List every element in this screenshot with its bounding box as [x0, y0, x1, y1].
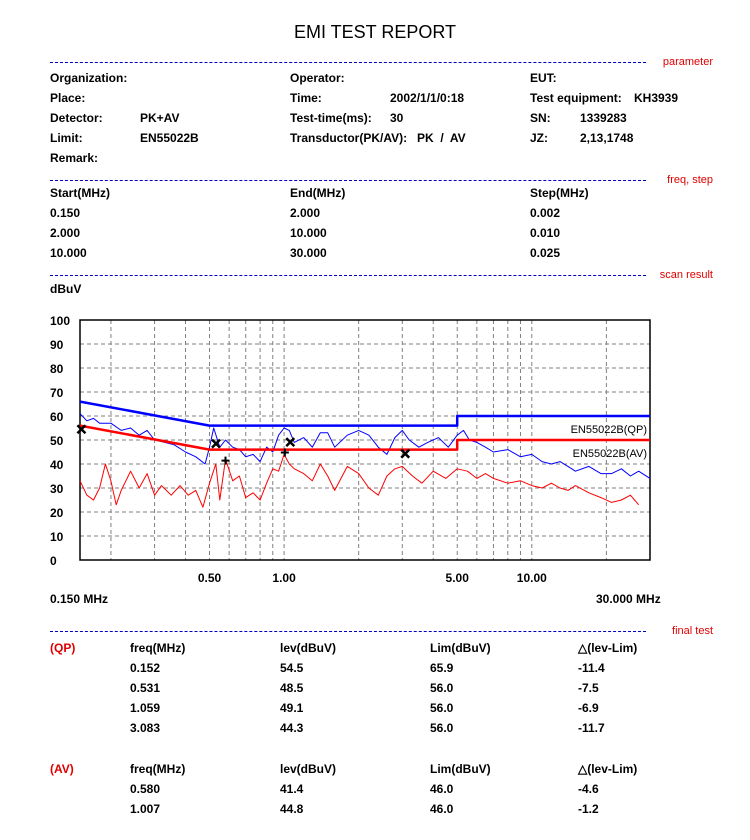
av-result-cell: 41.4: [280, 782, 304, 796]
scan-result-chart: [0, 300, 750, 610]
qp-result-cell: 54.5: [280, 661, 304, 675]
freq-step-cell: 0.010: [530, 226, 561, 240]
qp-result-cell: 1.059: [130, 701, 161, 715]
y-tick-label: 10: [50, 530, 64, 544]
operator-label: Operator:: [290, 71, 345, 85]
y-tick-label: 30: [50, 482, 64, 496]
qp-result-cell: 0.152: [130, 661, 161, 675]
jz-value: 2,13,1748: [580, 131, 634, 145]
freq-step-cell: 0.002: [530, 206, 561, 220]
av-header-freq: freq(MHz): [130, 762, 186, 776]
freq-step-cell: 30.000: [290, 246, 327, 260]
qp-result-cell: 3.083: [130, 721, 161, 735]
place-label: Place:: [50, 91, 86, 105]
qp-result-cell: -6.9: [578, 701, 599, 715]
time-label: Time:: [290, 91, 322, 105]
qp-result-cell: 56.0: [430, 721, 454, 735]
limit-legend-label: EN55022B(QP): [570, 424, 647, 436]
equipment-value: KH3939: [634, 91, 679, 105]
x-start-label: 0.150 MHz: [50, 592, 109, 606]
x-tick-label: 5.00: [445, 571, 469, 585]
qp-result-cell: -7.5: [578, 681, 599, 695]
limit-label: Limit:: [50, 131, 83, 145]
freq-step-cell: 0.025: [530, 246, 561, 260]
limit-legend-label: EN55022B(AV): [572, 448, 647, 460]
av-header-lev: lev(dBuV): [280, 762, 337, 776]
y-tick-label: 80: [50, 362, 64, 376]
qp-result-cell: 56.0: [430, 681, 454, 695]
step-header: Step(MHz): [530, 186, 589, 200]
qp-result-cell: 48.5: [280, 681, 304, 695]
y-unit-label: dBuV: [50, 282, 82, 296]
end-header: End(MHz): [290, 186, 346, 200]
time-value: 2002/1/1/0:18: [390, 91, 465, 105]
qp-header-lim: Lim(dBuV): [430, 641, 491, 655]
equipment-label: Test equipment:: [530, 91, 622, 105]
separator-final-test: [50, 631, 646, 632]
jz-label: JZ:: [530, 131, 548, 145]
qp-result-cell: -11.4: [578, 661, 605, 675]
scan-trace: [80, 454, 639, 507]
qp-result-cell: 44.3: [280, 721, 304, 735]
av-result-cell: 1.007: [130, 802, 161, 816]
section-tag-final-test: final test: [672, 625, 713, 637]
qp-result-cell: 49.1: [280, 701, 304, 715]
x-end-label: 30.000 MHz: [596, 592, 661, 606]
section-tag-parameter: parameter: [662, 56, 713, 68]
section-tag-freq-step: freq, step: [667, 174, 713, 186]
transductor-label: Transductor(PK/AV):: [290, 131, 408, 145]
separator-parameter: [50, 62, 646, 63]
limit-line: [80, 426, 650, 450]
sn-label: SN:: [530, 111, 551, 125]
qp-result-cell: 65.9: [430, 661, 454, 675]
av-header-delta: △(lev-Lim): [578, 762, 638, 776]
y-tick-label: 60: [50, 410, 64, 424]
x-tick-label: 10.00: [516, 571, 547, 585]
av-result-cell: -1.2: [578, 802, 599, 816]
y-tick-label: 20: [50, 506, 64, 520]
test-time-value: 30: [390, 111, 404, 125]
qp-header-freq: freq(MHz): [130, 641, 186, 655]
qp-tag: (QP): [50, 641, 76, 655]
start-header: Start(MHz): [50, 186, 110, 200]
y-tick-label: 50: [50, 434, 64, 448]
freq-step-cell: 0.150: [50, 206, 81, 220]
limit-value: EN55022B: [140, 131, 199, 145]
av-marker-icon: [221, 457, 229, 465]
limit-line: [80, 402, 650, 426]
separator-freq-step: [50, 180, 646, 181]
y-tick-label: 0: [50, 554, 57, 568]
transductor-value: PK / AV: [417, 131, 466, 145]
av-header-lim: Lim(dBuV): [430, 762, 491, 776]
freq-step-cell: 2.000: [290, 206, 321, 220]
y-tick-label: 90: [50, 338, 64, 352]
test-time-label: Test-time(ms):: [290, 111, 372, 125]
y-tick-label: 100: [50, 314, 71, 328]
qp-header-delta: △(lev-Lim): [578, 641, 638, 655]
y-tick-label: 40: [50, 458, 64, 472]
section-tag-scan-result: scan result: [659, 269, 713, 281]
freq-step-cell: 10.000: [50, 246, 87, 260]
eut-label: EUT:: [530, 71, 557, 85]
separator-scan-result: [50, 275, 646, 276]
detector-label: Detector:: [50, 111, 103, 125]
qp-header-lev: lev(dBuV): [280, 641, 337, 655]
scan-trace: [80, 414, 650, 479]
av-result-cell: 46.0: [430, 782, 454, 796]
freq-step-cell: 10.000: [290, 226, 327, 240]
freq-step-cell: 2.000: [50, 226, 81, 240]
qp-result-cell: 0.531: [130, 681, 161, 695]
detector-value: PK+AV: [140, 111, 180, 125]
av-result-cell: 46.0: [430, 802, 454, 816]
av-result-cell: 0.580: [130, 782, 161, 796]
av-result-cell: -4.6: [578, 782, 599, 796]
sn-value: 1339283: [580, 111, 627, 125]
organization-label: Organization:: [50, 71, 128, 85]
x-tick-label: 0.50: [197, 571, 222, 585]
report-title: EMI TEST REPORT: [293, 22, 457, 42]
y-tick-label: 70: [50, 386, 64, 400]
remark-label: Remark:: [50, 151, 99, 165]
av-tag: (AV): [50, 762, 74, 776]
av-result-cell: 44.8: [280, 802, 304, 816]
qp-result-cell: -11.7: [578, 721, 605, 735]
x-tick-label: 1.00: [272, 571, 296, 585]
qp-marker-icon: [286, 438, 294, 446]
qp-result-cell: 56.0: [430, 701, 454, 715]
